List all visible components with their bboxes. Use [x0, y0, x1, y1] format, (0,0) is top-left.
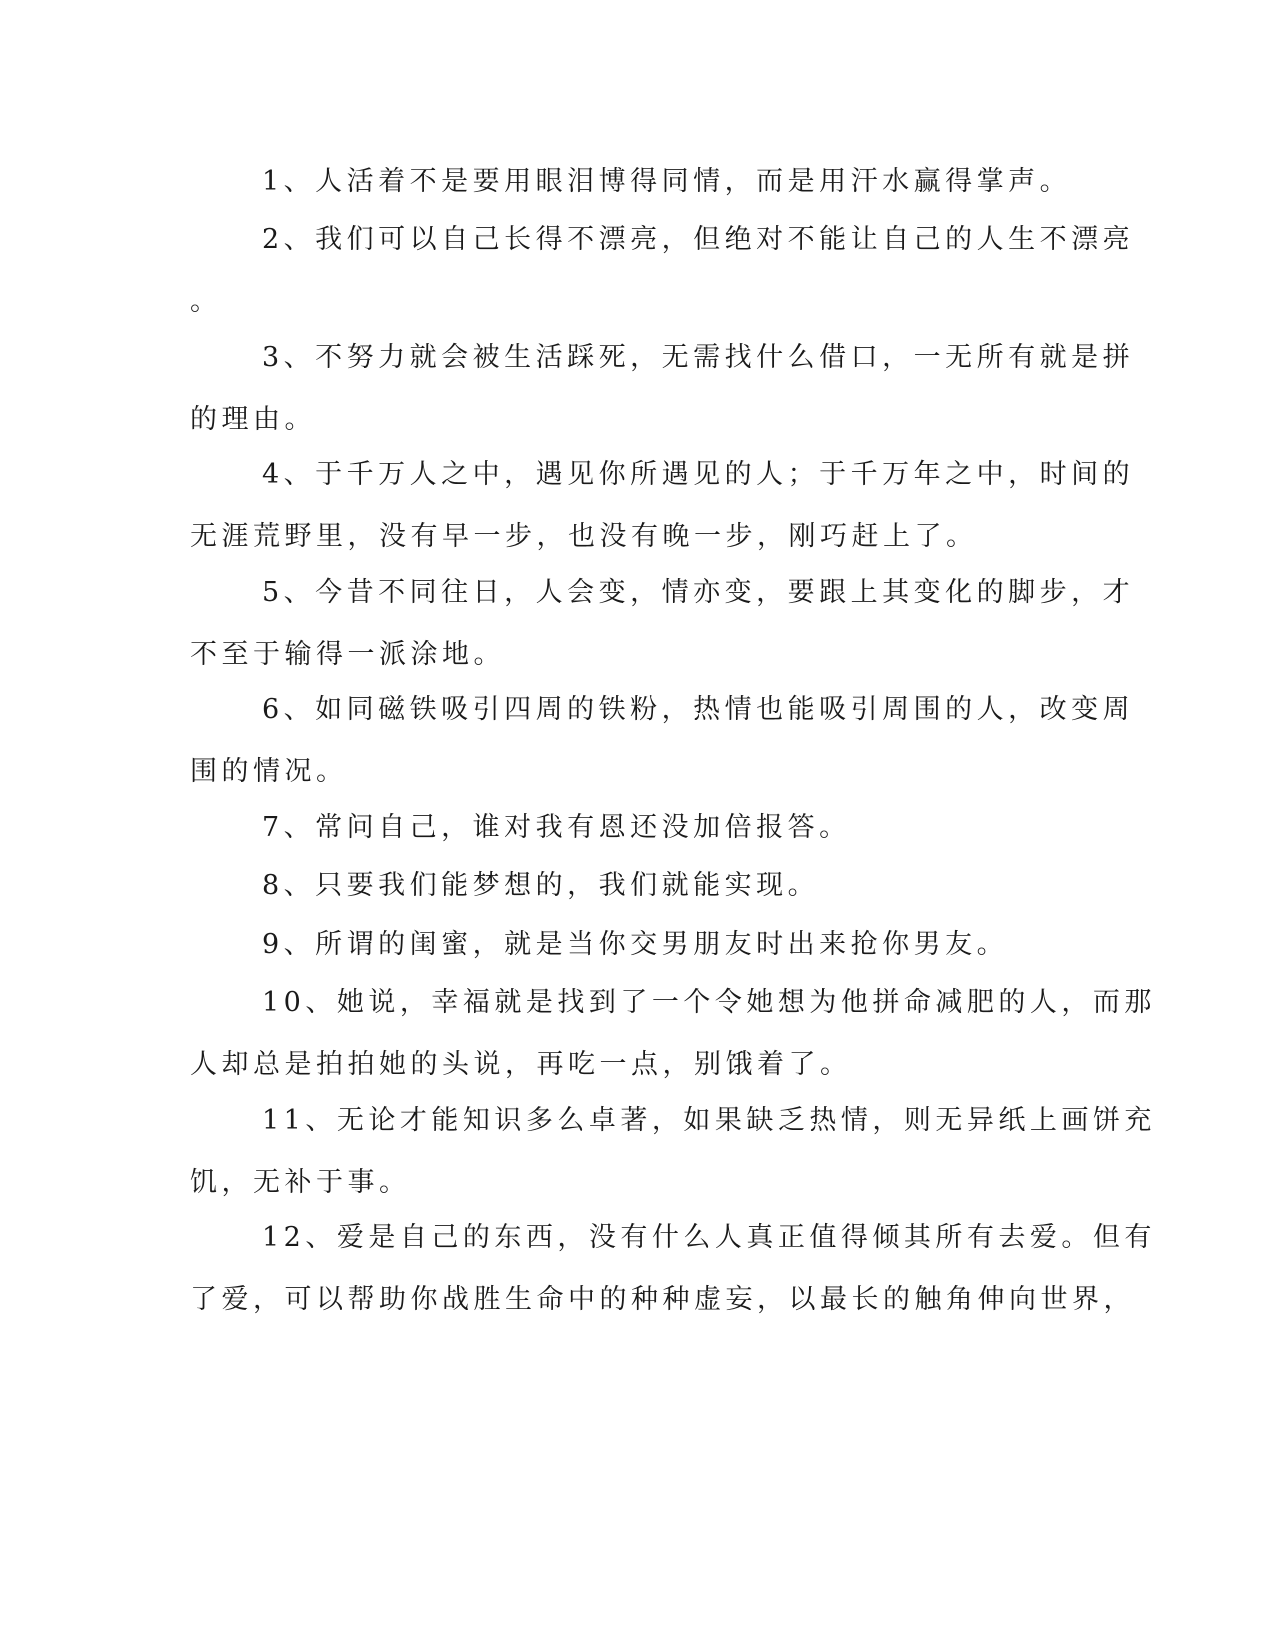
- quote-paragraph-1: [190, 151, 1090, 213]
- paragraph-line: 的理由。: [190, 404, 316, 435]
- quote-paragraph-7: [190, 797, 1090, 859]
- paragraph-line: 3、不努力就会被生活踩死，无需找什么借口，一无所有就是拼: [262, 342, 1135, 373]
- paragraph-line: 4、于千万人之中，遇见你所遇见的人；于千万年之中，时间的: [262, 459, 1135, 490]
- paragraph-line: 10、她说，幸福就是找到了一个令她想为他拼命减肥的人，而那: [262, 987, 1156, 1018]
- paragraph-line: 9、所谓的闺蜜，就是当你交男朋友时出来抢你男友。: [262, 929, 1009, 960]
- paragraph-line: 。: [190, 286, 222, 317]
- quote-paragraph-4: [190, 444, 1135, 568]
- quote-paragraph-5: [190, 562, 1135, 686]
- paragraph-line: 2、我们可以自己长得不漂亮，但绝对不能让自己的人生不漂亮: [262, 224, 1135, 255]
- paragraph-line: 无涯荒野里，没有早一步，也没有晚一步，刚巧赶上了。: [190, 521, 978, 552]
- quote-paragraph-2: [190, 209, 1135, 333]
- paragraph-line: 7、常问自己，谁对我有恩还没加倍报答。: [262, 812, 851, 843]
- paragraph-line: 8、只要我们能梦想的，我们就能实现。: [262, 870, 820, 901]
- paragraph-line: 人却总是拍拍她的头说，再吃一点，别饿着了。: [190, 1049, 852, 1080]
- quote-paragraph-9: [190, 914, 1090, 976]
- paragraph-line: 不至于输得一派涂地。: [190, 639, 505, 670]
- quote-paragraph-6: [190, 679, 1135, 803]
- paragraph-line: 围的情况。: [190, 756, 348, 787]
- quote-paragraph-12: [190, 1207, 1156, 1331]
- paragraph-line: 12、爱是自己的东西，没有什么人真正值得倾其所有去爱。但有: [262, 1222, 1156, 1253]
- paragraph-line: 饥，无补于事。: [190, 1167, 411, 1198]
- quote-paragraph-11: [190, 1090, 1156, 1214]
- quote-paragraph-3: [190, 327, 1135, 451]
- quote-paragraph-10: [190, 972, 1156, 1096]
- paragraph-line: 了爱，可以帮助你战胜生命中的种种虚妄，以最长的触角伸向世界，: [190, 1284, 1135, 1315]
- paragraph-line: 11、无论才能知识多么卓著，如果缺乏热情，则无异纸上画饼充: [262, 1105, 1156, 1136]
- quote-paragraph-8: [190, 855, 1090, 917]
- paragraph-line: 6、如同磁铁吸引四周的铁粉，热情也能吸引周围的人，改变周: [262, 694, 1135, 725]
- paragraph-line: 5、今昔不同往日，人会变，情亦变，要跟上其变化的脚步，才: [262, 577, 1135, 608]
- paragraph-line: 1、人活着不是要用眼泪博得同情，而是用汗水赢得掌声。: [262, 166, 1072, 197]
